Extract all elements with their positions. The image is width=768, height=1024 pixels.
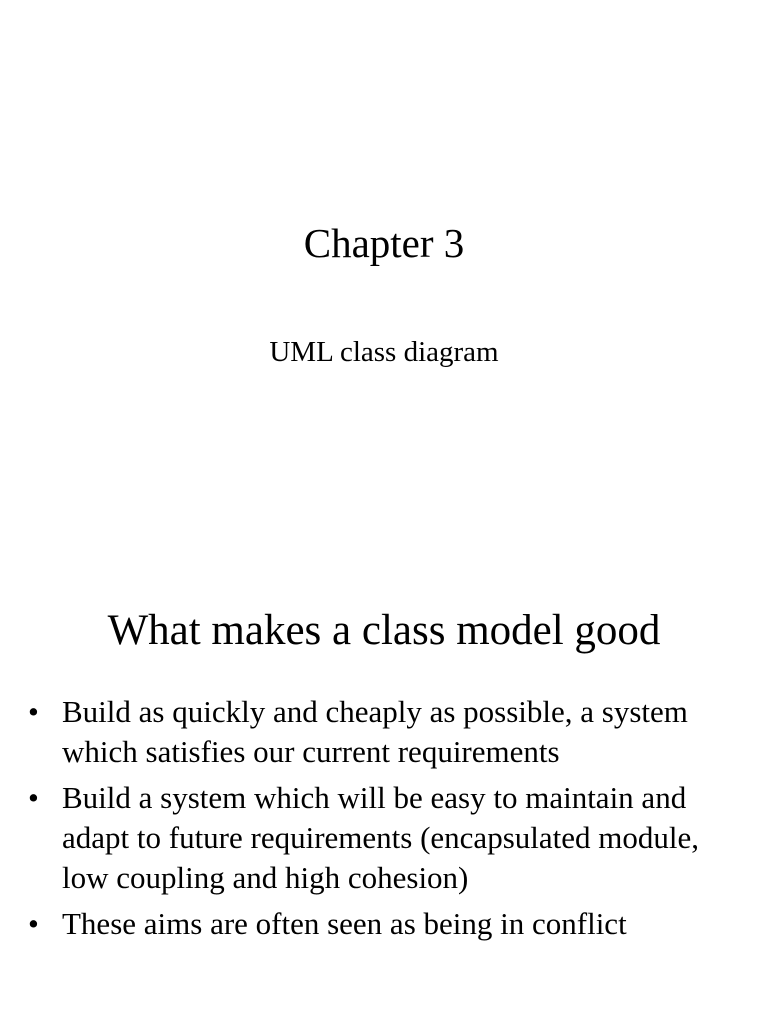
bullet-item	[28, 778, 748, 898]
bullet-icon: •	[28, 694, 39, 729]
bullet-icon: •	[28, 780, 39, 815]
bullet-text: These aims are often seen as being in conflict	[62, 906, 627, 941]
bullet-list	[28, 692, 748, 950]
bullet-text: Build a system which will be easy to maintain and adapt to future requirements (encapsulated module, low coupling and high cohesion)	[62, 780, 699, 895]
slide-title: What makes a class model good	[107, 607, 661, 654]
chapter-title: Chapter 3	[303, 220, 465, 266]
bullet-item	[28, 692, 748, 772]
chapter-subtitle: UML class diagram	[269, 336, 499, 368]
bullet-item	[28, 904, 748, 944]
bullet-text: Build as quickly and cheaply as possible, a system which satisfies our current requirements	[62, 694, 688, 769]
bullet-icon: •	[28, 906, 39, 941]
slide-class-model	[0, 512, 768, 1024]
